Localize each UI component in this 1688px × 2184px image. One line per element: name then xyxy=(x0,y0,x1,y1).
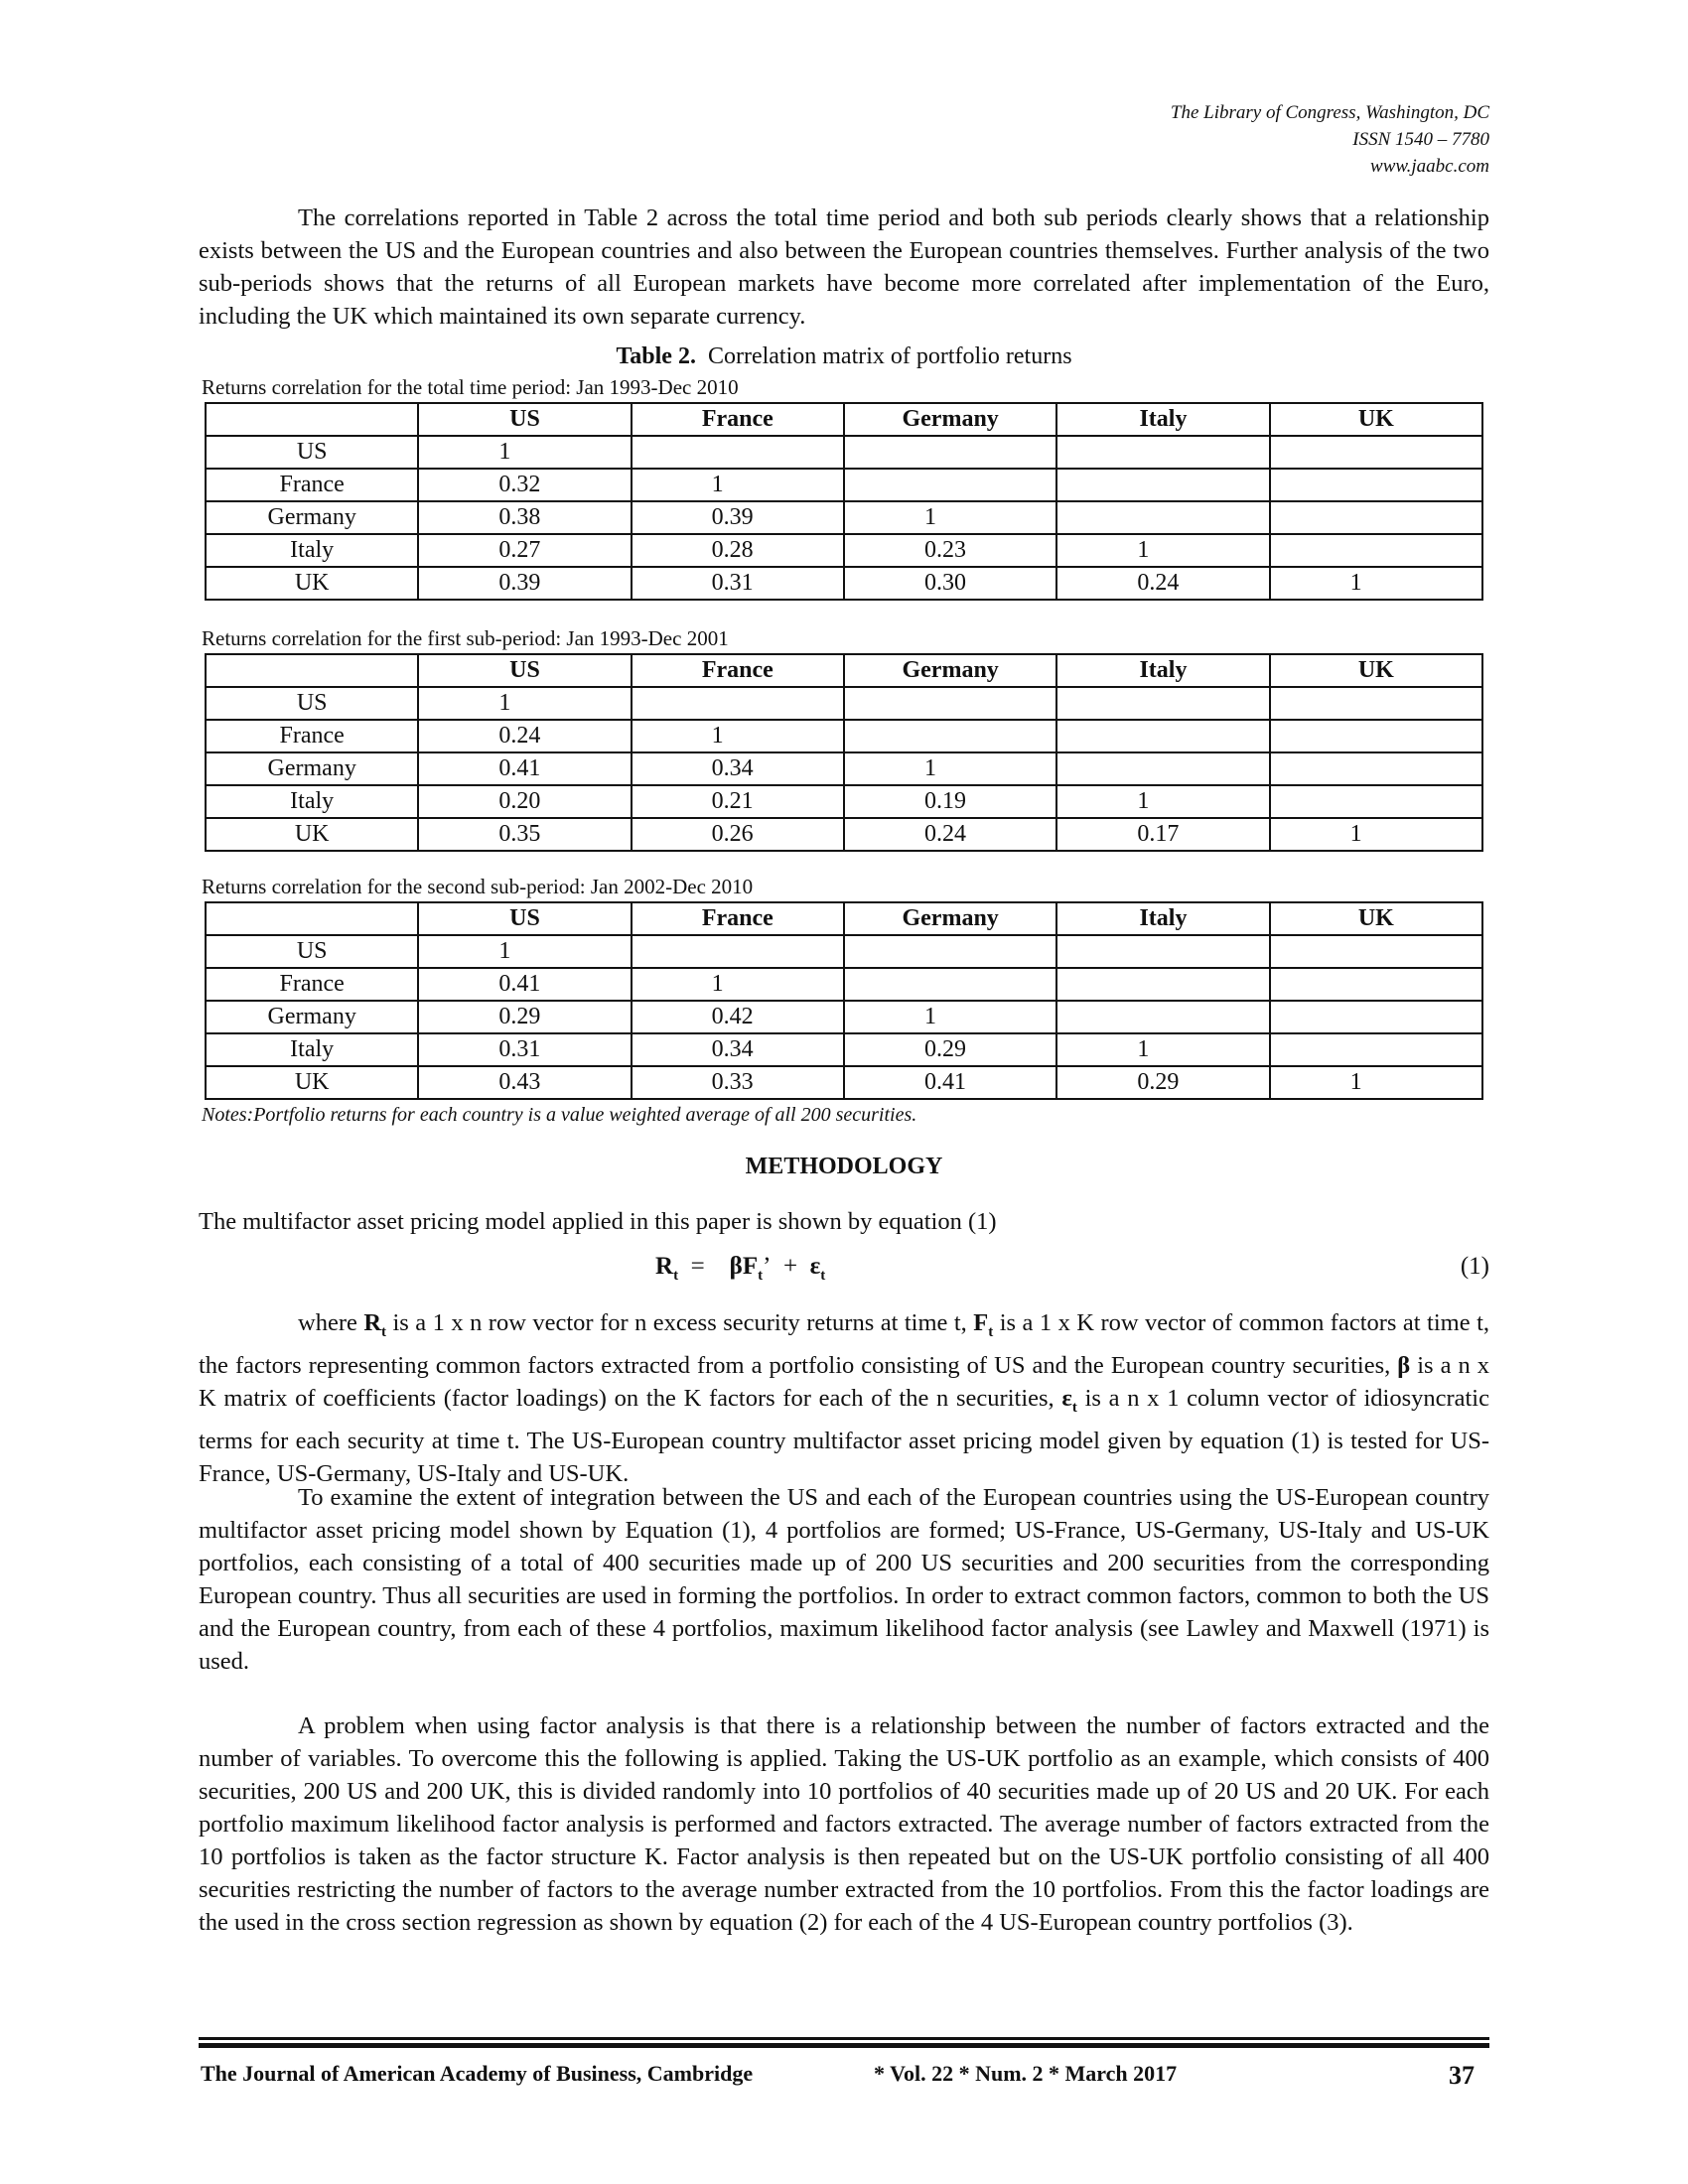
column-header: France xyxy=(632,403,844,436)
correlation-cell xyxy=(1056,469,1269,501)
correlation-cell: 0.24 xyxy=(1056,567,1269,600)
intro-paragraph-text: The correlations reported in Table 2 across the total time period and both sub periods clearly shows that a relationship exists between the US and the European countries and also between the European countries themselves. Further analysis of the two sub-periods shows that the returns of all European markets have become more correlated after implementation of the Euro, including the UK which maintained its own separate currency. xyxy=(199,205,1489,330)
header-line-3: www.jaabc.com xyxy=(1370,156,1489,177)
correlation-cell: 1 xyxy=(418,935,631,968)
footer-journal: The Journal of American Academy of Business, Cambridge xyxy=(201,2061,754,2086)
footer-rule-thick xyxy=(199,2043,1489,2048)
row-label: US xyxy=(206,687,418,720)
problem-paragraph xyxy=(199,1709,1489,1939)
correlation-cell: 1 xyxy=(844,1001,1056,1033)
correlation-cell: 0.31 xyxy=(632,567,844,600)
eq-epsilon: ε xyxy=(809,1253,821,1280)
correlation-cell xyxy=(844,935,1056,968)
eq-F: F xyxy=(742,1253,759,1280)
table-row xyxy=(206,935,1482,968)
correlation-cell xyxy=(1270,1001,1482,1033)
panel-caption-second-subperiod: Returns correlation for the second sub-period: Jan 2002-Dec 2010 xyxy=(202,875,754,898)
correlation-cell xyxy=(1270,501,1482,534)
where-sub-t-2: t xyxy=(988,1323,994,1340)
correlation-cell: 1 xyxy=(1270,567,1482,600)
intro-paragraph xyxy=(199,202,1489,333)
correlation-cell: 1 xyxy=(632,469,844,501)
correlation-cell: 0.29 xyxy=(844,1033,1056,1066)
where-text-4: is a n x K matrix of coefficients (factor loadings) on the K factors for each of the n securities, xyxy=(199,1351,1490,1412)
row-label: UK xyxy=(206,818,418,851)
where-R: R xyxy=(363,1309,382,1336)
correlation-cell xyxy=(1270,752,1482,785)
table-header-row xyxy=(206,654,1482,687)
row-label: Italy xyxy=(206,1033,418,1066)
header-line-2: ISSN 1540 – 7780 xyxy=(1352,129,1489,150)
correlation-cell xyxy=(1056,752,1269,785)
table-row xyxy=(206,720,1482,752)
correlation-cell: 0.38 xyxy=(418,501,631,534)
correlation-cell: 0.35 xyxy=(418,818,631,851)
correlation-cell: 0.28 xyxy=(632,534,844,567)
table-row xyxy=(206,1001,1482,1033)
correlation-cell: 0.33 xyxy=(632,1066,844,1099)
correlation-cell: 0.34 xyxy=(632,752,844,785)
methodology-intro-text: The multifactor asset pricing model applied in this paper is shown by equation (1) xyxy=(199,1208,997,1235)
table-title-text: Correlation matrix of portfolio returns xyxy=(707,343,1072,369)
correlation-cell xyxy=(1270,1033,1482,1066)
correlation-cell: 1 xyxy=(1056,785,1269,818)
correlation-cell xyxy=(844,436,1056,469)
column-header: Italy xyxy=(1056,654,1269,687)
eq-sub-t: t xyxy=(673,1268,679,1284)
table-row xyxy=(206,968,1482,1001)
where-epsilon: ε xyxy=(1061,1384,1072,1412)
correlation-cell xyxy=(1270,785,1482,818)
table-header-row xyxy=(206,403,1482,436)
correlation-cell: 0.21 xyxy=(632,785,844,818)
correlation-cell: 1 xyxy=(1056,534,1269,567)
column-header: UK xyxy=(1270,902,1482,935)
correlation-cell: 0.32 xyxy=(418,469,631,501)
correlation-cell: 1 xyxy=(1056,1033,1269,1066)
correlation-cell xyxy=(1056,687,1269,720)
header-line-1: The Library of Congress, Washington, DC xyxy=(1170,102,1489,123)
table-row xyxy=(206,501,1482,534)
table-row xyxy=(206,1066,1482,1099)
column-header: US xyxy=(418,654,631,687)
correlation-cell: 1 xyxy=(632,720,844,752)
corner-cell xyxy=(206,654,418,687)
eq-R: R xyxy=(655,1253,674,1280)
table-row xyxy=(206,785,1482,818)
where-text-1: where xyxy=(298,1309,364,1336)
correlation-cell: 0.34 xyxy=(632,1033,844,1066)
correlation-cell: 0.17 xyxy=(1056,818,1269,851)
where-F: F xyxy=(973,1309,989,1336)
correlation-cell: 0.27 xyxy=(418,534,631,567)
correlation-cell xyxy=(1270,469,1482,501)
correlation-cell xyxy=(1270,534,1482,567)
where-text-5: is a n x 1 column vector of idiosyncratic terms for each security at time t. The US-European country multifactor asset pricing model given by equation (1) is tested for US-France, US-Germany, US-Italy and US-UK. xyxy=(199,1384,1489,1487)
footer-rule-thin xyxy=(199,2037,1489,2040)
correlation-cell xyxy=(1270,687,1482,720)
correlation-cell: 0.41 xyxy=(844,1066,1056,1099)
where-text-2: is a 1 x n row vector for n excess security returns at time t, xyxy=(386,1309,974,1336)
correlation-cell xyxy=(1270,436,1482,469)
table-notes: Notes:Portfolio returns for each country is a value weighted average of all 200 securities. xyxy=(202,1104,917,1126)
footer-issue: * Vol. 22 * Num. 2 * March 2017 xyxy=(874,2061,1178,2086)
column-header: UK xyxy=(1270,403,1482,436)
table-row xyxy=(206,567,1482,600)
row-label: Germany xyxy=(206,752,418,785)
correlation-cell: 0.31 xyxy=(418,1033,631,1066)
where-sub-t-3: t xyxy=(1071,1399,1077,1416)
correlation-cell: 1 xyxy=(418,436,631,469)
row-label: US xyxy=(206,935,418,968)
row-label: France xyxy=(206,720,418,752)
correlation-cell xyxy=(844,687,1056,720)
correlation-cell: 0.23 xyxy=(844,534,1056,567)
methodology-intro xyxy=(199,1205,1489,1238)
eq-prime: ’ xyxy=(763,1253,772,1280)
row-label: Italy xyxy=(206,534,418,567)
correlation-cell xyxy=(1056,935,1269,968)
correlation-cell: 0.39 xyxy=(632,501,844,534)
correlation-cell: 0.30 xyxy=(844,567,1056,600)
correlation-cell: 0.39 xyxy=(418,567,631,600)
correlation-cell xyxy=(632,935,844,968)
correlation-cell: 1 xyxy=(632,968,844,1001)
correlation-cell: 0.19 xyxy=(844,785,1056,818)
equation-body xyxy=(655,1253,825,1285)
examine-paragraph-text: To examine the extent of integration between the US and each of the European countries using the US-European country multifactor asset pricing model shown by Equation (1), 4 portfolios are formed; US-France, US-Germany, US-Italy and US-UK portfolios, each consisting of a total of 400 securities made up of 200 US securities and 200 securities from the corresponding European country. Thus all securities are used in forming the portfolios. In order to extract common factors, common to both the US and the European country, from each of these 4 portfolios, maximum likelihood factor analysis (see Lawley and Maxwell (1971) is used. xyxy=(199,1484,1489,1675)
table-header-row xyxy=(206,902,1482,935)
section-heading: METHODOLOGY xyxy=(745,1154,943,1179)
column-header: US xyxy=(418,403,631,436)
eq-plus: + xyxy=(782,1253,798,1280)
correlation-cell: 0.42 xyxy=(632,1001,844,1033)
correlation-cell xyxy=(1270,935,1482,968)
correlation-cell: 1 xyxy=(1270,1066,1482,1099)
correlation-cell: 1 xyxy=(844,501,1056,534)
correlation-cell: 0.24 xyxy=(418,720,631,752)
column-header: Germany xyxy=(844,654,1056,687)
column-header: France xyxy=(632,654,844,687)
row-label: UK xyxy=(206,567,418,600)
correlation-table-first-subperiod xyxy=(205,653,1483,852)
correlation-cell xyxy=(1056,720,1269,752)
table-row xyxy=(206,818,1482,851)
correlation-cell: 0.43 xyxy=(418,1066,631,1099)
column-header: Italy xyxy=(1056,902,1269,935)
column-header: France xyxy=(632,902,844,935)
row-label: US xyxy=(206,436,418,469)
correlation-cell: 1 xyxy=(1270,818,1482,851)
correlation-cell: 0.26 xyxy=(632,818,844,851)
where-sub-t-1: t xyxy=(381,1323,387,1340)
correlation-cell: 0.24 xyxy=(844,818,1056,851)
table-row xyxy=(206,1033,1482,1066)
correlation-cell xyxy=(844,469,1056,501)
column-header: Italy xyxy=(1056,403,1269,436)
row-label: Italy xyxy=(206,785,418,818)
table-row xyxy=(206,469,1482,501)
correlation-table-total xyxy=(205,402,1483,601)
row-label: Germany xyxy=(206,1001,418,1033)
correlation-cell: 0.41 xyxy=(418,752,631,785)
table-title xyxy=(199,343,1489,370)
column-header: US xyxy=(418,902,631,935)
correlation-cell xyxy=(632,436,844,469)
eq-sub-t-2: t xyxy=(758,1268,764,1284)
table-row xyxy=(206,687,1482,720)
table-row xyxy=(206,534,1482,567)
running-header xyxy=(1171,99,1489,180)
examine-paragraph xyxy=(199,1481,1489,1678)
row-label: France xyxy=(206,968,418,1001)
correlation-cell xyxy=(1270,968,1482,1001)
where-paragraph xyxy=(199,1306,1489,1490)
correlation-cell xyxy=(1056,501,1269,534)
correlation-cell: 0.20 xyxy=(418,785,631,818)
panel-caption-total: Returns correlation for the total time period: Jan 1993-Dec 2010 xyxy=(202,375,739,399)
correlation-cell: 0.29 xyxy=(418,1001,631,1033)
page-number: 37 xyxy=(1449,2061,1475,2090)
column-header: UK xyxy=(1270,654,1482,687)
row-label: Germany xyxy=(206,501,418,534)
correlation-cell xyxy=(1270,720,1482,752)
table-label: Table 2. xyxy=(616,343,696,369)
panel-caption-first-subperiod: Returns correlation for the first sub-period: Jan 1993-Dec 2001 xyxy=(202,626,729,650)
problem-paragraph-text: A problem when using factor analysis is that there is a relationship between the number of factors extracted and the number of variables. To overcome this the following is applied. Taking the US-UK portfolio as an example, which consists of 400 securities, 200 US and 200 UK, this is divided randomly into 10 portfolios of 40 securities made up of 20 US and 20 UK. For each portfolio maximum likelihood factor analysis is performed and factors extracted. The average number of factors extracted from the 10 portfolios is taken as the factor structure K. Factor analysis is then repeated but on the US-UK portfolio consisting of all 400 securities restricting the number of factors to the average number extracted from the 10 portfolios. From this the factor loadings are the used in the cross section regression as shown by equation (2) for each of the 4 US-European country portfolios (3). xyxy=(199,1712,1489,1936)
table-row xyxy=(206,752,1482,785)
correlation-cell xyxy=(1056,436,1269,469)
row-label: UK xyxy=(206,1066,418,1099)
correlation-cell xyxy=(1056,968,1269,1001)
correlation-table-second-subperiod xyxy=(205,901,1483,1100)
where-text-3: is a 1 x K row vector of common factors at time t, the factors representing common factors extracted from a portfolio consisting of US and the European country securities, xyxy=(199,1309,1489,1379)
table-row xyxy=(206,436,1482,469)
corner-cell xyxy=(206,902,418,935)
where-beta: β xyxy=(1397,1351,1411,1379)
correlation-cell: 0.29 xyxy=(1056,1066,1269,1099)
column-header: Germany xyxy=(844,902,1056,935)
equation-number: (1) xyxy=(1460,1253,1489,1280)
correlation-cell xyxy=(844,968,1056,1001)
column-header: Germany xyxy=(844,403,1056,436)
correlation-cell xyxy=(1056,1001,1269,1033)
eq-equals: = xyxy=(690,1253,705,1280)
corner-cell xyxy=(206,403,418,436)
row-label: France xyxy=(206,469,418,501)
correlation-cell: 0.41 xyxy=(418,968,631,1001)
correlation-cell: 1 xyxy=(418,687,631,720)
eq-sub-t-3: t xyxy=(820,1268,826,1284)
correlation-cell xyxy=(632,687,844,720)
correlation-cell: 1 xyxy=(844,752,1056,785)
correlation-cell xyxy=(844,720,1056,752)
eq-beta: β xyxy=(729,1253,743,1280)
